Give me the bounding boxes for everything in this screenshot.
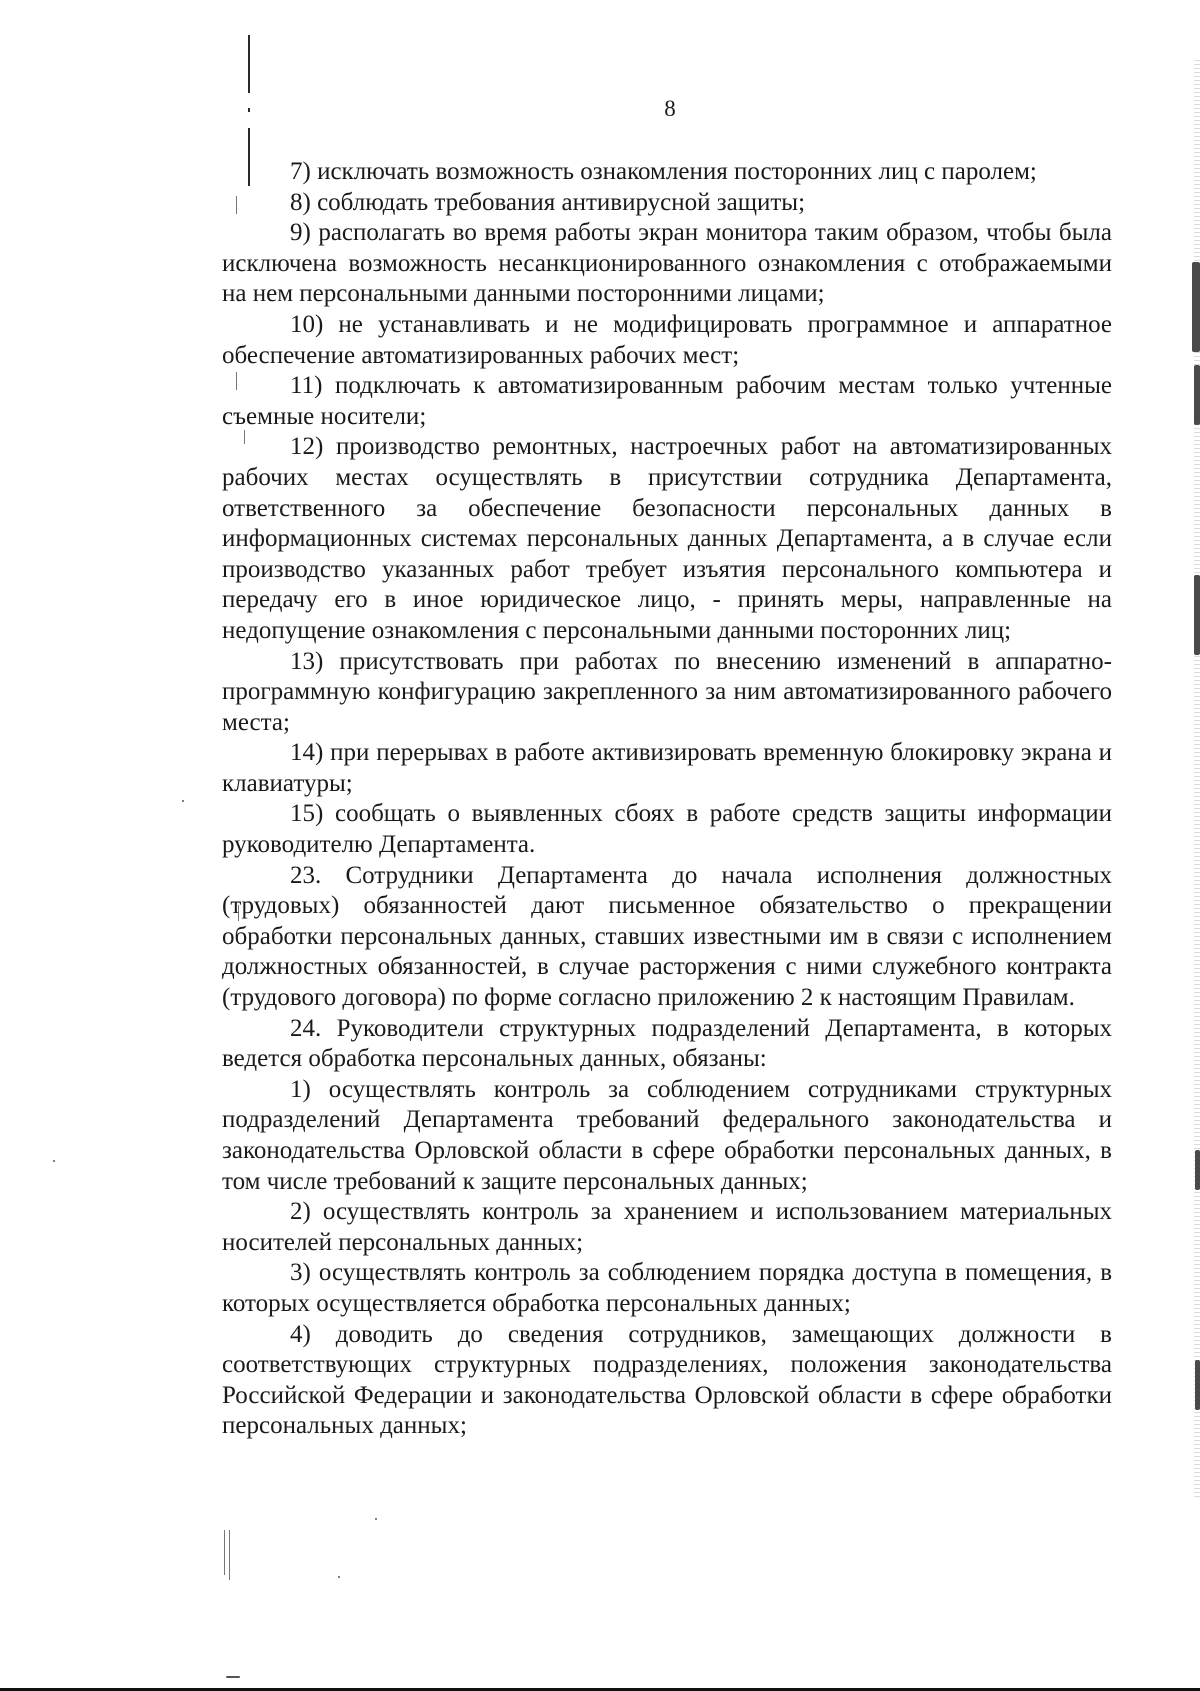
list-item: 3) осуществлять контроль за соблюдением порядка доступа в помещения, в которых осуществляется обработка персональных данных; — [222, 1259, 1112, 1317]
margin-scan-mark — [229, 1530, 230, 1580]
document-body — [222, 157, 1112, 1442]
margin-scan-mark — [224, 1530, 225, 1575]
list-item: 14) при перерывах в работе активизировать временную блокировку экрана и клавиатуры; — [222, 739, 1112, 797]
list-item: 13) присутствовать при работах по внесению изменений в аппаратно-программную конфигурацию закрепленного за ним автоматизированного рабочего места; — [222, 647, 1112, 736]
list-item: 11) подключать к автоматизированным рабочим местам только учтенные съемные носители; — [222, 372, 1112, 430]
list-item: 8) соблюдать требования антивирусной защиты; — [290, 188, 806, 216]
list-item: 9) располагать во время работы экран монитора таким образом, чтобы была исключена возможность несанкционированного ознакомления с отображаемыми на нем персональными данными посторонними лицами; — [222, 219, 1112, 308]
list-item: 7) исключать возможность ознакомления посторонних лиц с паролем; — [290, 158, 1037, 185]
scan-speck — [53, 1160, 55, 1162]
scan-edge-blot — [1192, 262, 1200, 352]
list-item: 10) не устанавливать и не модифицировать программное и аппаратное обеспечение автоматизированных рабочих мест; — [222, 310, 1112, 369]
numbered-paragraph: 23. Сотрудники Департамента до начала исполнения должностных (трудовых) обязанностей дают письменное обязательство о прекращении обработки персональных данных, ставших известными им в связи с исполнением должностных обязанностей, в случае расторжения с ними служебного контракта (трудового договора) по форме согласно приложению 2 к настоящим Правилам. — [222, 861, 1112, 1012]
scan-edge-blot — [1194, 365, 1200, 425]
list-item: 1) осуществлять контроль за соблюдением сотрудниками структурных подразделений Департамента требований федерального законодательства и законодательства Орловской области в сфере обработки персональных данных, в том числе требований к защите персональных данных; — [222, 1075, 1112, 1195]
scan-edge-blot — [1195, 1150, 1200, 1190]
scan-edge-blot — [1195, 1360, 1200, 1410]
list-item: 4) доводить до сведения сотрудников, замещающих должности в соответствующих структурных подразделениях, положения законодательства Российской Федерации и законодательства Орловской области в сфере обработки персональных данных; — [222, 1320, 1112, 1440]
list-item: 12) производство ремонтных, настроечных работ на автоматизированных рабочих местах осуществлять в присутствии сотрудника Департамента, ответственного за обеспечение безопасности персональных данных в информационных системах персональных данных Департамента, а в случае если производство указанных работ требует изъятия персонального компьютера и передачу его в иное юридическое лицо, - принять меры, направленные на недопущение ознакомления с персональными данными посторонних лиц; — [222, 433, 1112, 644]
scan-speck — [375, 1518, 377, 1520]
scan-speck — [182, 800, 184, 802]
list-item: 15) сообщать о выявленных сбоях в работе средств защиты информации руководителю Департамента. — [222, 800, 1112, 859]
scan-edge-blot — [1194, 575, 1200, 655]
scan-speck — [226, 1676, 240, 1678]
scan-speck — [338, 1576, 340, 1578]
list-item: 2) осуществлять контроль за хранением и использованием материальных носителей персональных данных; — [222, 1198, 1112, 1256]
numbered-paragraph: 24. Руководители структурных подразделений Департамента, в которых ведется обработка персональных данных, обязаны: — [222, 1014, 1112, 1073]
page-number: 8 — [664, 96, 676, 121]
margin-scan-line — [248, 35, 250, 93]
